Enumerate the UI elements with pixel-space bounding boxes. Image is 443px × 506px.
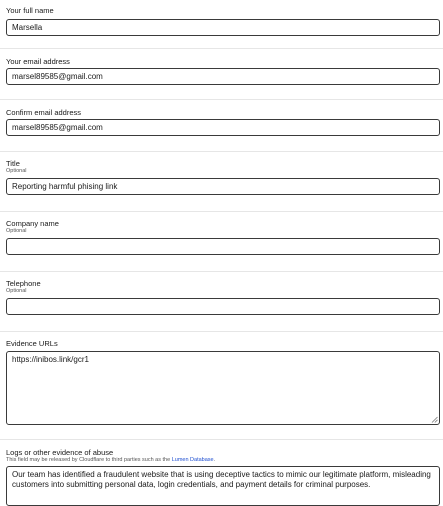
logs-release-hint bbox=[6, 457, 440, 464]
evidence-urls-label: Evidence URLs bbox=[6, 339, 58, 348]
full-name-input[interactable]: Marsella bbox=[6, 19, 440, 36]
company-group bbox=[6, 219, 440, 255]
email-group bbox=[6, 57, 440, 85]
resize-grip-icon[interactable] bbox=[431, 416, 438, 423]
divider bbox=[0, 331, 443, 332]
company-label: Company name bbox=[6, 219, 59, 228]
telephone-optional-hint: Optional bbox=[6, 288, 27, 294]
evidence-urls-textarea[interactable] bbox=[6, 351, 440, 425]
full-name-label: Your full name bbox=[6, 6, 54, 15]
confirm-email-label: Confirm email address bbox=[6, 108, 82, 117]
divider bbox=[0, 439, 443, 440]
company-input[interactable] bbox=[6, 238, 440, 255]
logs-value: Our team has identified a fraudulent website that is using deceptive tactics to mimic our legitimate platform, misleading customers into submitting personal data, login credentials, and payment details for criminal purposes. bbox=[12, 470, 431, 489]
divider bbox=[0, 151, 443, 152]
title-input[interactable]: Reporting harmful phising link bbox=[6, 178, 440, 195]
evidence-urls-group bbox=[6, 339, 440, 425]
company-optional-hint: Optional bbox=[6, 228, 27, 234]
telephone-input[interactable] bbox=[6, 298, 440, 315]
divider bbox=[0, 271, 443, 272]
logs-group bbox=[6, 448, 440, 506]
divider bbox=[0, 99, 443, 100]
title-optional-hint: Optional bbox=[6, 168, 27, 174]
logs-label: Logs or other evidence of abuse bbox=[6, 448, 114, 457]
email-label: Your email address bbox=[6, 57, 70, 66]
logs-textarea[interactable] bbox=[6, 466, 440, 506]
divider bbox=[0, 211, 443, 212]
confirm-email-input[interactable]: marsel89585@gmail.com bbox=[6, 119, 440, 136]
title-label: Title bbox=[6, 159, 20, 168]
email-input[interactable]: marsel89585@gmail.com bbox=[6, 68, 440, 85]
divider bbox=[0, 48, 443, 49]
logs-hint-suffix: . bbox=[213, 457, 216, 463]
telephone-label: Telephone bbox=[6, 279, 41, 288]
evidence-urls-value: https://inibos.link/gcr1 bbox=[12, 355, 89, 364]
telephone-group bbox=[6, 279, 440, 315]
full-name-group bbox=[6, 6, 440, 36]
title-group bbox=[6, 159, 440, 195]
logs-hint-text: This field may be released by Cloudflare to third parties such as the bbox=[6, 457, 172, 463]
lumen-database-link[interactable]: Lumen Database bbox=[171, 457, 214, 463]
confirm-email-group bbox=[6, 108, 440, 136]
